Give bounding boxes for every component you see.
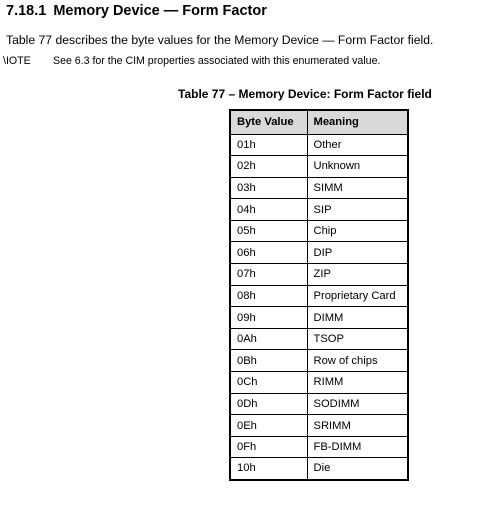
meaning-cell: Row of chips: [307, 350, 408, 372]
byte-value-cell: 06h: [230, 242, 307, 264]
table-row: [230, 242, 408, 264]
note: [3, 55, 381, 67]
table-header-row: [230, 110, 408, 134]
note-label: \IOTE: [3, 55, 31, 67]
meaning-cell: Other: [307, 134, 408, 156]
section-title: Memory Device — Form Factor: [53, 3, 267, 19]
table-row: [230, 458, 408, 480]
table-row: [230, 134, 408, 156]
meaning-cell: ZIP: [307, 264, 408, 286]
meaning-cell: Die: [307, 458, 408, 480]
table-row: [230, 177, 408, 199]
byte-value-cell: 0Ch: [230, 372, 307, 394]
table-row: [230, 285, 408, 307]
meaning-cell: SODIMM: [307, 393, 408, 415]
byte-value-cell: 0Fh: [230, 436, 307, 458]
meaning-cell: DIP: [307, 242, 408, 264]
byte-value-cell: 0Dh: [230, 393, 307, 415]
section-number: 7.18.1: [6, 3, 47, 19]
table-row: [230, 220, 408, 242]
byte-value-cell: 09h: [230, 307, 307, 329]
table-row: [230, 199, 408, 221]
byte-value-cell: 08h: [230, 285, 307, 307]
byte-value-cell: 02h: [230, 156, 307, 178]
meaning-cell: TSOP: [307, 328, 408, 350]
byte-value-cell: 0Bh: [230, 350, 307, 372]
byte-value-cell: 03h: [230, 177, 307, 199]
byte-value-cell: 0Eh: [230, 415, 307, 437]
table-row: [230, 436, 408, 458]
form-factor-table: [229, 109, 409, 481]
meaning-cell: SIP: [307, 199, 408, 221]
meaning-cell: RIMM: [307, 372, 408, 394]
meaning-cell: Proprietary Card: [307, 285, 408, 307]
table-row: [230, 393, 408, 415]
table-caption: Table 77 – Memory Device: Form Factor field: [178, 87, 432, 101]
meaning-cell: FB-DIMM: [307, 436, 408, 458]
section-heading: [6, 3, 267, 19]
description-paragraph: Table 77 describes the byte values for the Memory Device — Form Factor field.: [6, 33, 434, 47]
meaning-cell: SRIMM: [307, 415, 408, 437]
meaning-cell: Chip: [307, 220, 408, 242]
note-text: See 6.3 for the CIM properties associated with this enumerated value.: [53, 55, 381, 67]
table-row: [230, 372, 408, 394]
byte-value-cell: 01h: [230, 134, 307, 156]
table-row: [230, 350, 408, 372]
meaning-cell: SIMM: [307, 177, 408, 199]
byte-value-cell: 0Ah: [230, 328, 307, 350]
byte-value-cell: 05h: [230, 220, 307, 242]
meaning-cell: DIMM: [307, 307, 408, 329]
table-row: [230, 415, 408, 437]
byte-value-cell: 04h: [230, 199, 307, 221]
byte-value-cell: 07h: [230, 264, 307, 286]
meaning-cell: Unknown: [307, 156, 408, 178]
table-row: [230, 156, 408, 178]
column-header-meaning: Meaning: [307, 110, 408, 134]
table-row: [230, 328, 408, 350]
table-row: [230, 264, 408, 286]
table-row: [230, 307, 408, 329]
column-header-byte-value: Byte Value: [230, 110, 307, 134]
byte-value-cell: 10h: [230, 458, 307, 480]
